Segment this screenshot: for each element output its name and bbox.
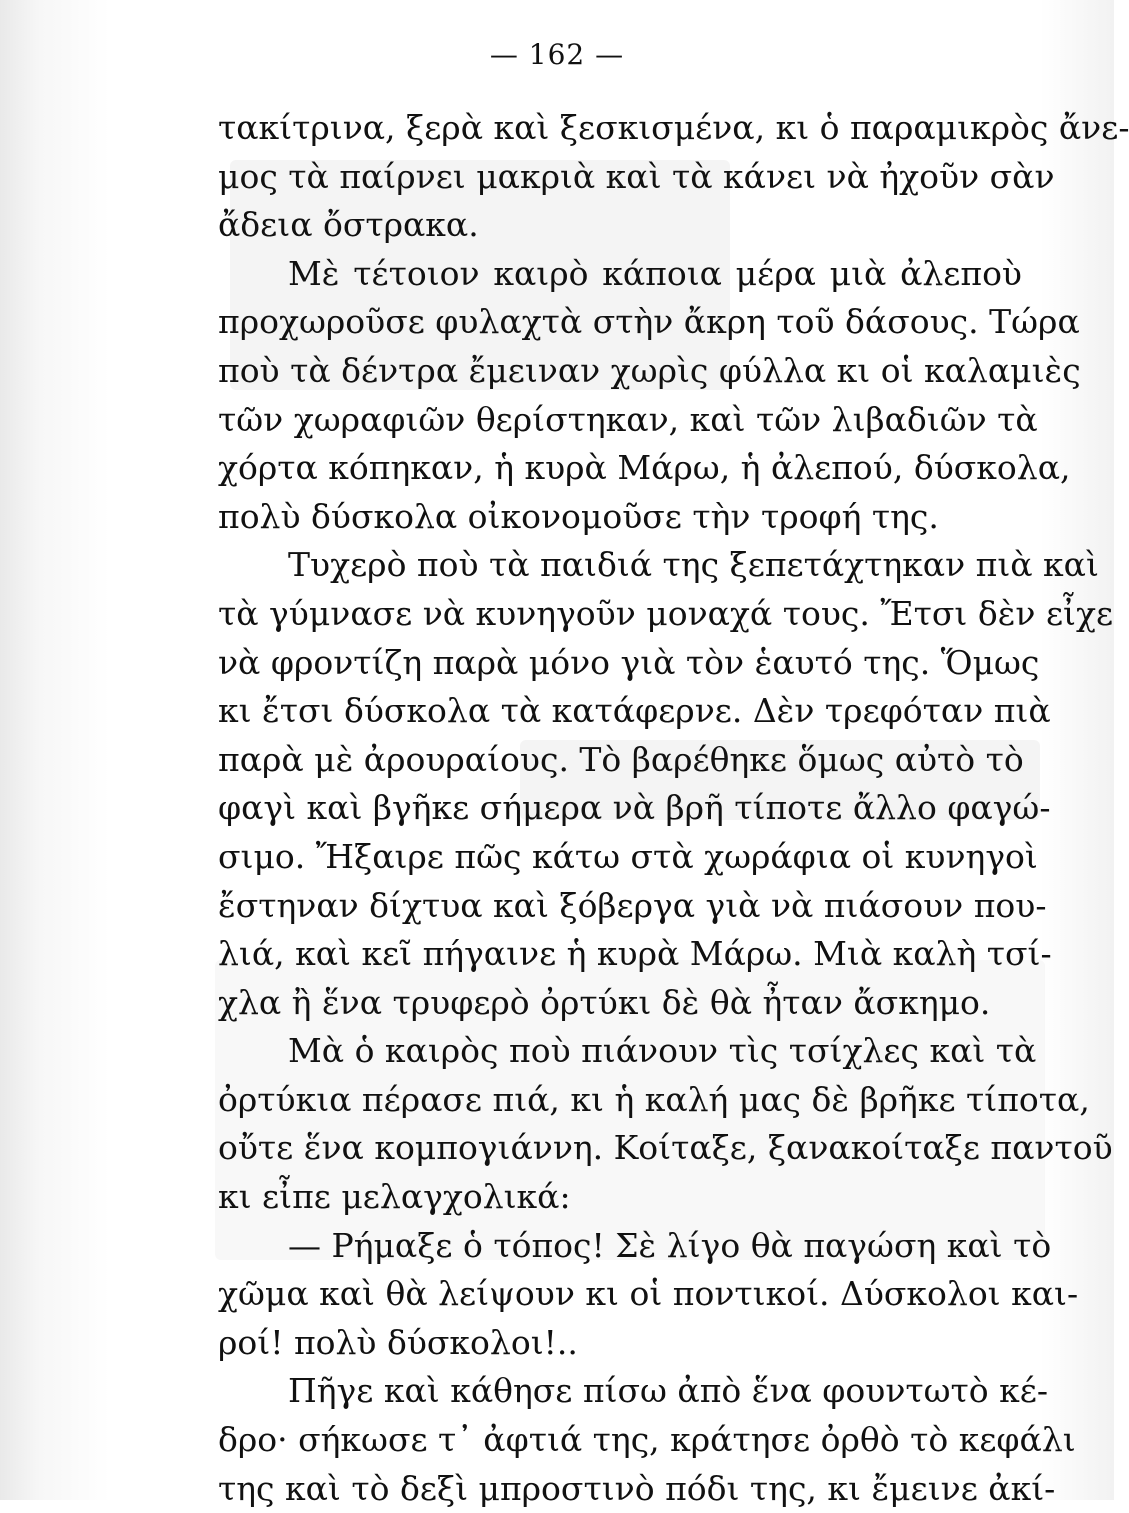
text-line: πολὺ δύσκολα οἰκονομοῦσε τὴν τροφή της.: [218, 496, 939, 536]
text-line: παρὰ μὲ ἀρουραίους. Τὸ βαρέθηκε ὅμως αὐτὸ τὸ: [218, 739, 1024, 779]
text-line: της καὶ τὸ δεξὶ μπροστινὸ πόδι της, κι ἔμεινε ἀκί-: [218, 1468, 1056, 1508]
text-line: ροί! πολὺ δύσκολοι!..: [218, 1322, 578, 1362]
text-line: χλα ἢ ἕνα τρυφερὸ ὀρτύκι δὲ θὰ ἦταν ἄσκημο.: [218, 982, 991, 1022]
text-line: ἄδεια ὄστρακα.: [218, 205, 479, 245]
text-line: οὔτε ἕνα κομπογιάννη. Κοίταξε, ξανακοίταξε παντοῦ: [218, 1128, 1113, 1168]
text-line: χῶμα καὶ θὰ λείψουν κι οἱ ποντικοί. Δύσκολοι και-: [218, 1274, 1079, 1314]
text-line: ὀρτύκια πέρασε πιά, κι ἡ καλή μας δὲ βρῆκε τίποτα,: [218, 1079, 1090, 1119]
text-line: χόρτα κόπηκαν, ἡ κυρὰ Μάρω, ἡ ἀλεπού, δύσκολα,: [218, 448, 1071, 488]
page-number: — 162 —: [489, 38, 625, 71]
text-line: τὰ γύμνασε νὰ κυνηγοῦν μοναχά τους. Ἔτσι δὲν εἶχε: [218, 593, 1114, 633]
text-line: τῶν χωραφιῶν θερίστηκαν, καὶ τῶν λιβαδιῶν τὰ: [218, 399, 1038, 439]
text-line: κι ἔτσι δύσκολα τὰ κατάφερνε. Δὲν τρεφόταν πιὰ: [218, 691, 1051, 731]
text-line: λιά, καὶ κεῖ πήγαινε ἡ κυρὰ Μάρω. Μιὰ καλὴ τσί-: [218, 934, 1052, 974]
text-line: νὰ φροντίζη παρὰ μόνο γιὰ τὸν ἑαυτό της. Ὅμως: [218, 642, 1040, 682]
text-line: Πῆγε καὶ κάθησε πίσω ἀπὸ ἕνα φουντωτὸ κέ-: [288, 1371, 1049, 1411]
text-line: προχωροῦσε φυλαχτὰ στὴν ἄκρη τοῦ δάσους. Τώρα: [218, 302, 1080, 342]
text-line: δρο· σήκωσε τ᾽ ἀφτιά της, κράτησε ὀρθὸ τὸ κεφάλι: [218, 1420, 1076, 1460]
text-line: σιμο. Ἤξαιρε πῶς κάτω στὰ χωράφια οἱ κυνηγοὶ: [218, 836, 1038, 876]
text-line: μος τὰ παίρνει μακριὰ καὶ τὰ κάνει νὰ ἠχοῦν σὰν: [218, 156, 1055, 196]
text-line: Μὰ ὁ καιρὸς ποὺ πιάνουν τὶς τσίχλες καὶ τὰ: [288, 1031, 1037, 1071]
text-line: — Ρήμαξε ὁ τόπος! Σὲ λίγο θὰ παγώση καὶ τὸ: [288, 1225, 1052, 1265]
text-line: Τυχερὸ ποὺ τὰ παιδιά της ξεπετάχτηκαν πιὰ καὶ: [288, 545, 1099, 585]
text-line: ἔστηναν δίχτυα καὶ ξόβεργα γιὰ νὰ πιάσουν που-: [218, 885, 1047, 925]
text-line: τακίτρινα, ξερὰ καὶ ξεσκισμένα, κι ὁ παραμικρὸς ἄνε-: [218, 108, 1129, 147]
text-line: Μὲ τέτοιον καιρὸ κάποια μέρα μιὰ ἀλεποὺ: [288, 253, 1022, 293]
body-text: [218, 104, 1129, 1513]
text-line: κι εἶπε μελαγχολικά:: [218, 1177, 571, 1217]
text-line: φαγὶ καὶ βγῆκε σήμερα νὰ βρῆ τίποτε ἄλλο φαγώ-: [218, 788, 1051, 828]
text-line: ποὺ τὰ δέντρα ἔμειναν χωρὶς φύλλα κι οἱ καλαμιὲς: [218, 350, 1081, 390]
